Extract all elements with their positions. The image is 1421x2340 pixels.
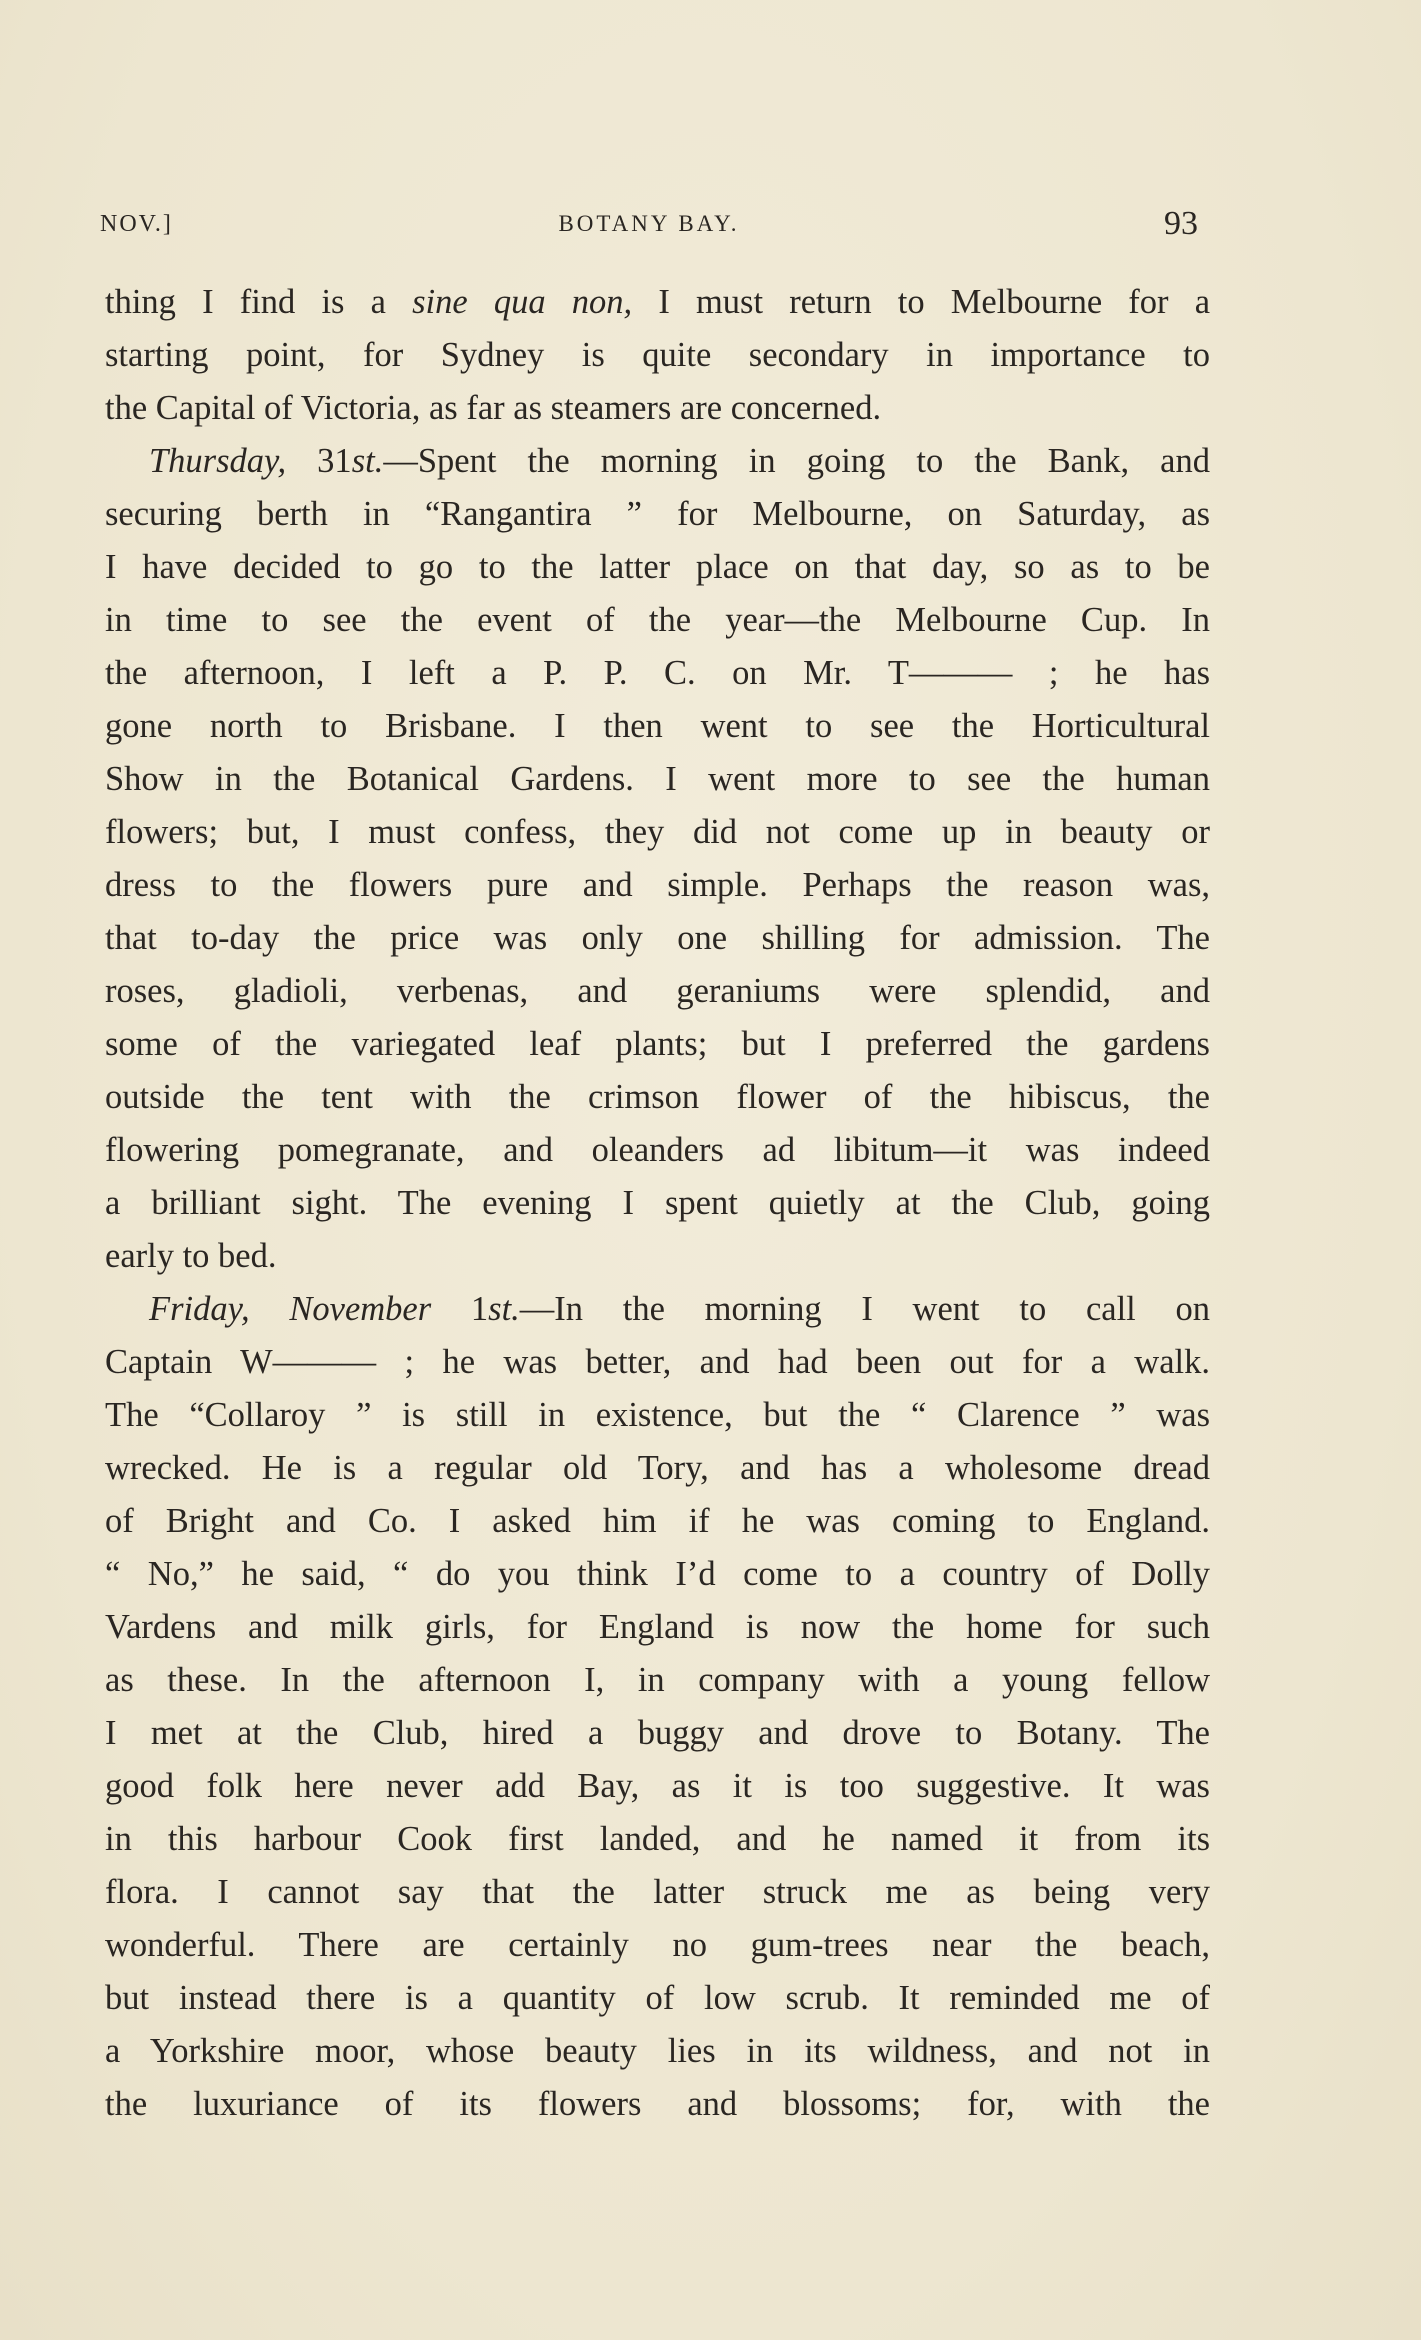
text-line (105, 647, 1210, 700)
text-span: —Spent the morning in going to the Bank, and (383, 442, 1210, 480)
text-span: good folk here never add Bay, as it is too suggestive. It was (105, 1767, 1210, 1805)
text-line (105, 1442, 1210, 1495)
text-line (105, 1389, 1210, 1442)
italic-text: st. (351, 442, 384, 480)
text-line (105, 2078, 1210, 2131)
text-span: thing I find is a (105, 283, 413, 321)
text-line (105, 329, 1210, 382)
text-span: dress to the flowers pure and simple. Perhaps the reason was, (105, 866, 1210, 904)
page-number: 93 (1164, 205, 1198, 242)
text-line (105, 541, 1210, 594)
text-line (105, 1548, 1210, 1601)
text-span: a Yorkshire moor, whose beauty lies in its wildness, and not in (105, 2032, 1210, 2070)
body-text (105, 276, 1210, 2131)
text-span: outside the tent with the crimson flower of the hibiscus, the (105, 1078, 1210, 1116)
text-span: the luxuriance of its flowers and blossoms; for, with the (105, 2085, 1210, 2123)
text-span: the Capital of Victoria, as far as steamers are concerned. (105, 389, 882, 427)
text-span: I must return to Melbourne for a (632, 283, 1211, 321)
text-span: wonderful. There are certainly no gum-trees near the beach, (105, 1926, 1210, 1964)
text-line (105, 806, 1210, 859)
text-line (105, 1601, 1210, 1654)
text-line (105, 1654, 1210, 1707)
text-line (105, 1230, 1210, 1283)
italic-text: sine qua non, (412, 283, 633, 321)
text-span: some of the variegated leaf plants; but I preferred the gardens (105, 1025, 1210, 1063)
text-line (105, 1919, 1210, 1972)
text-line (105, 1283, 1210, 1336)
text-span: I met at the Club, hired a buggy and drove to Botany. The (105, 1714, 1210, 1752)
text-line (105, 382, 1210, 435)
text-span: wrecked. He is a regular old Tory, and has a wholesome dread (105, 1449, 1210, 1487)
text-span: but instead there is a quantity of low scrub. It reminded me of (105, 1979, 1210, 2017)
text-span: securing berth in “Rangantira ” for Melbourne, on Saturday, as (105, 495, 1210, 533)
text-line (105, 753, 1210, 806)
text-span: of Bright and Co. I asked him if he was coming to England. (105, 1502, 1210, 1540)
text-line (105, 1813, 1210, 1866)
running-head-title: BOTANY BAY. (558, 211, 740, 236)
text-span: starting point, for Sydney is quite secondary in importance to (105, 336, 1210, 374)
text-line (105, 1495, 1210, 1548)
text-line (105, 965, 1210, 1018)
text-span: I have decided to go to the latter place on that day, so as to be (105, 548, 1210, 586)
text-line (105, 1177, 1210, 1230)
text-line (105, 488, 1210, 541)
italic-text: Thursday, (149, 442, 287, 480)
text-span: —In the morning I went to call on (519, 1290, 1210, 1328)
text-span: gone north to Brisbane. I then went to see the Horticultural (105, 707, 1210, 745)
text-span: Show in the Botanical Gardens. I went more to see the human (105, 760, 1210, 798)
text-span: 1 (431, 1290, 489, 1328)
text-span: in this harbour Cook first landed, and he named it from its (105, 1820, 1210, 1858)
text-span: a brilliant sight. The evening I spent quietly at the Club, going (105, 1184, 1210, 1222)
text-line (105, 1972, 1210, 2025)
text-line (105, 1018, 1210, 1071)
text-span: as these. In the afternoon I, in company with a young fellow (105, 1661, 1210, 1699)
text-line (105, 594, 1210, 647)
text-line (105, 859, 1210, 912)
text-span: in time to see the event of the year—the Melbourne Cup. In (105, 601, 1210, 639)
text-line (105, 1336, 1210, 1389)
text-span: that to-day the price was only one shilling for admission. The (105, 919, 1210, 957)
text-span: flowering pomegranate, and oleanders ad libitum—it was indeed (105, 1131, 1210, 1169)
text-span: Vardens and milk girls, for England is now the home for such (105, 1608, 1210, 1646)
text-line (105, 1707, 1210, 1760)
running-head (100, 205, 1198, 245)
text-span: The “Collaroy ” is still in existence, but the “ Clarence ” was (105, 1396, 1210, 1434)
italic-text: Friday, November (149, 1290, 432, 1328)
text-line (105, 2025, 1210, 2078)
text-span: flowers; but, I must confess, they did not come up in beauty or (105, 813, 1210, 851)
text-line (105, 1866, 1210, 1919)
text-line (105, 700, 1210, 753)
text-line (105, 912, 1210, 965)
text-span: roses, gladioli, verbenas, and geraniums were splendid, and (105, 972, 1210, 1010)
text-span: early to bed. (105, 1237, 277, 1275)
text-line (105, 1071, 1210, 1124)
text-span: flora. I cannot say that the latter struck me as being very (105, 1873, 1210, 1911)
text-line (105, 1760, 1210, 1813)
text-line (105, 435, 1210, 488)
text-line (105, 1124, 1210, 1177)
italic-text: st. (488, 1290, 520, 1328)
running-head-month: NOV.] (100, 211, 173, 237)
text-span: 31 (286, 442, 352, 480)
text-span: “ No,” he said, “ do you think I’d come to a country of Dolly (105, 1555, 1210, 1593)
text-span: Captain W——— ; he was better, and had been out for a walk. (105, 1343, 1210, 1381)
text-line (105, 276, 1210, 329)
text-span: the afternoon, I left a P. P. C. on Mr. T——— ; he has (105, 654, 1210, 692)
